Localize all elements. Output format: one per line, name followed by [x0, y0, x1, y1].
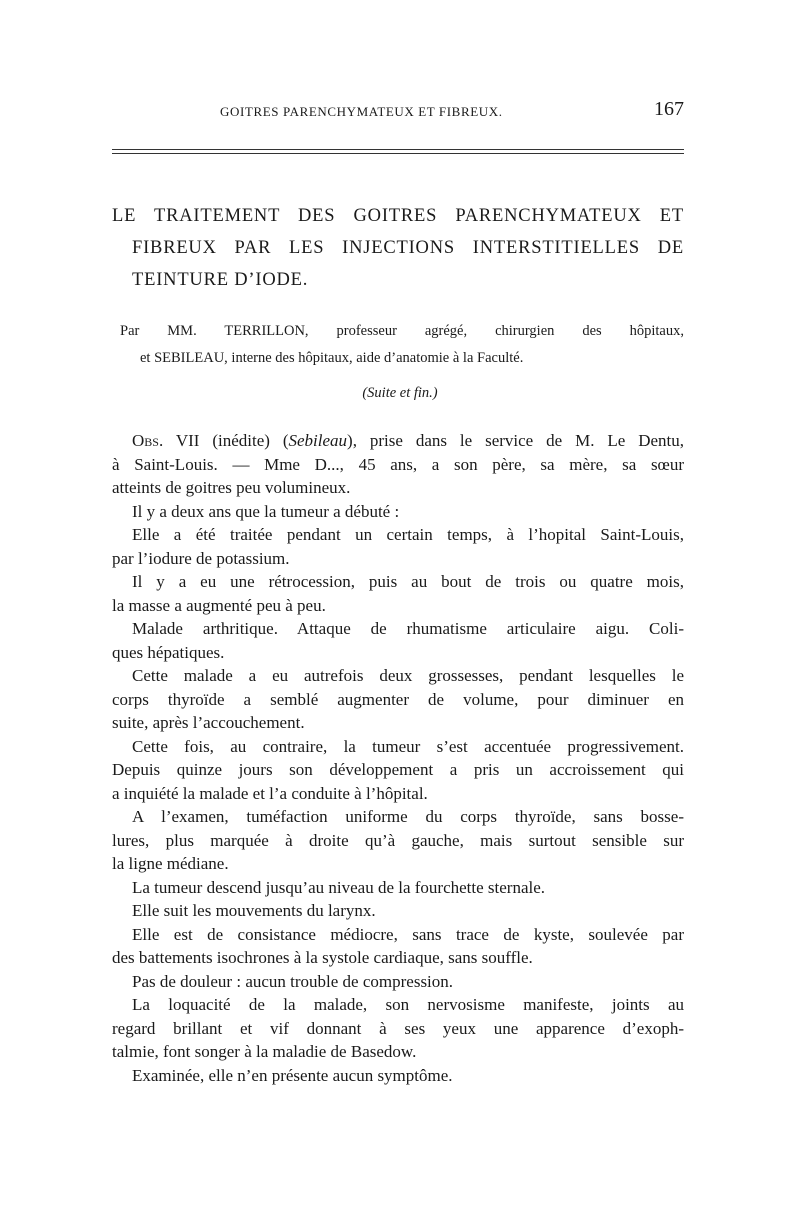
continuation-note: (Suite et fin.) [362, 385, 438, 401]
running-title: GOITRES PARENCHYMATEUX ET FIBREUX. [220, 104, 503, 119]
authors-line-2: et SEBILEAU, interne des hôpitaux, aide d’anatomie à la Faculté. [140, 350, 524, 366]
authors-byline [112, 318, 684, 372]
text-line: Cette fois, au contraire, la tumeur s’est accentuée progressivement. [132, 736, 684, 756]
text-line: Elle suit les mouvements du larynx. [132, 901, 376, 920]
title-line-2: FIBREUX PAR LES INJECTIONS INTERSTITIELLES DE [132, 238, 684, 258]
header-rule-thick [112, 149, 684, 150]
text-line: Examinée, elle n’en présente aucun symptôme. [132, 1065, 453, 1085]
text-line: Il y a eu une rétrocession, puis au bout de trois ou quatre mois, [132, 572, 684, 591]
text-line: A l’examen, tuméfaction uniforme du corps thyroïde, sans bosse- [132, 807, 684, 826]
obs-text-post: ), prise dans le service de M. Le Dentu, [347, 431, 684, 450]
text-line: la ligne médiane. [112, 854, 229, 873]
text-line [112, 429, 684, 453]
text-line: La loquacité de la malade, son nervosisme manifeste, joints au [132, 995, 684, 1014]
header-rule-thin [112, 153, 684, 154]
text-line: Depuis quinze jours son développement a pris un accroissement qui [112, 760, 684, 779]
text-line: Il y a deux ans que la tumeur a débuté : [132, 501, 400, 521]
running-head [112, 98, 684, 128]
text-line: Cette malade a eu autrefois deux grossesses, pendant lesquelles le [132, 666, 684, 685]
text-line: talmie, font songer à la maladie de Basedow. [112, 1042, 417, 1061]
text-line: corps thyroïde a semblé augmenter de volume, pour diminuer en [112, 689, 684, 709]
page-number: 167 [654, 98, 684, 120]
text-line: lures, plus marquée à droite qu’à gauche, mais surtout sensible sur [112, 830, 684, 850]
title-line-1: LE TRAITEMENT DES GOITRES PARENCHYMATEUX ET [112, 206, 684, 226]
article-title [112, 200, 684, 296]
obs-label: Obs. [132, 431, 164, 450]
text-line: ques hépatiques. [112, 642, 225, 662]
text-line: Elle a été traitée pendant un certain temps, à l’hopital Saint-Louis, [132, 525, 684, 544]
authors-line-1: Par MM. TERRILLON, professeur agrégé, chirurgien des hôpitaux, [120, 323, 684, 339]
text-line: suite, après l’accouchement. [112, 713, 305, 732]
text-line: atteints de goitres peu volumineux. [112, 478, 351, 497]
text-line: Malade arthritique. Attaque de rhumatisme articulaire aigu. Coli- [132, 619, 684, 638]
text-line: à Saint-Louis. — Mme D..., 45 ans, a son père, sa mère, sa sœur [112, 454, 684, 474]
text-line: Elle est de consistance médiocre, sans trace de kyste, soulevée par [132, 924, 684, 944]
obs-text-pre: VII (inédite) ( [163, 431, 289, 450]
text-line: a inquiété la malade et l’a conduite à l’hôpital. [112, 783, 428, 803]
text-line: regard brillant et vif donnant à ses yeux une apparence d’exoph- [112, 1018, 684, 1038]
observation-text [112, 429, 684, 1087]
text-line: Pas de douleur : aucun trouble de compression. [132, 971, 454, 991]
title-line-3: TEINTURE D’IODE. [132, 270, 309, 290]
obs-author: Sebileau [288, 431, 348, 450]
text-line: la masse a augmenté peu à peu. [112, 595, 326, 615]
text-line: des battements isochrones à la systole cardiaque, sans souffle. [112, 948, 533, 967]
text-line: La tumeur descend jusqu’au niveau de la fourchette sternale. [132, 877, 546, 897]
text-line: par l’iodure de potassium. [112, 548, 290, 568]
